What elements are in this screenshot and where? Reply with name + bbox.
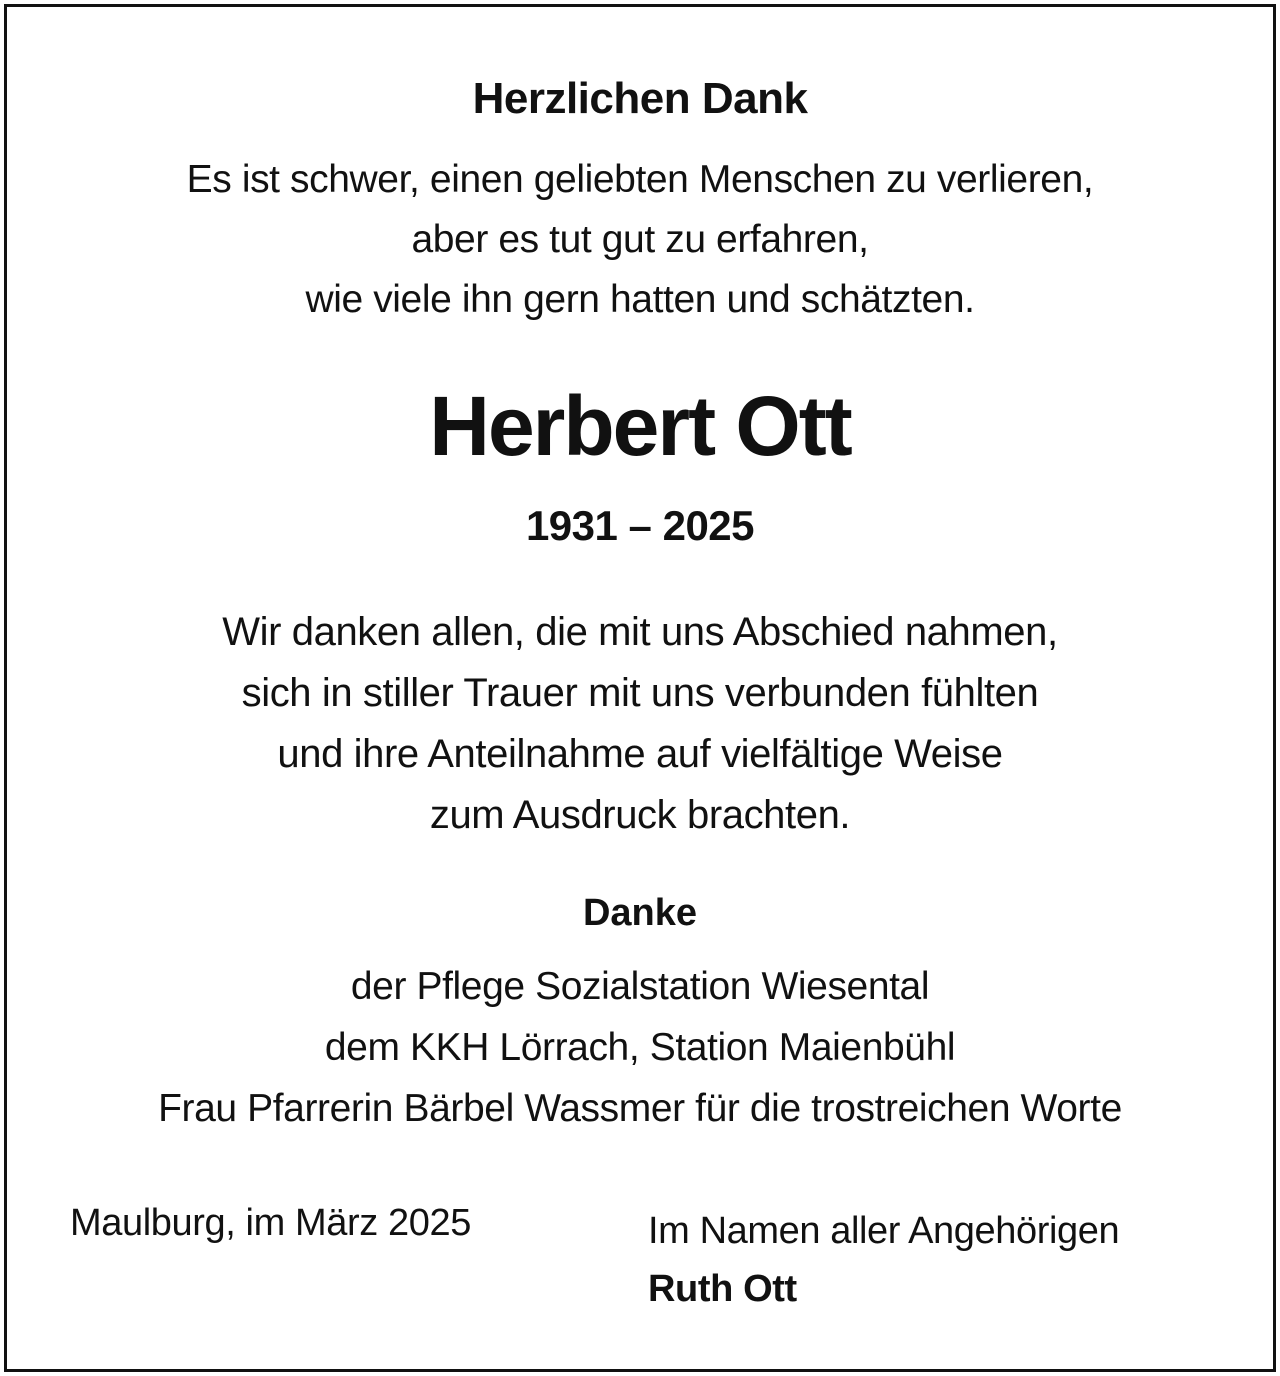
life-dates: 1931 – 2025 [525,502,755,549]
danke-item: der Pflege Sozialstation Wiesental [350,965,930,1008]
quote-line: Es ist schwer, einen geliebten Menschen zu verlieren, [186,158,1094,201]
thanks-line: und ihre Anteilnahme auf vielfältige Weise [277,732,1003,776]
deceased-name: Herbert Ott [429,379,851,473]
danke-item: dem KKH Lörrach, Station Maienbühl [324,1026,956,1069]
thanks-line: Wir danken allen, die mit uns Abschied nahmen, [222,610,1058,654]
danke-item: Frau Pfarrerin Bärbel Wassmer für die trostreichen Worte [158,1087,1122,1130]
signer-name: Ruth Ott [648,1268,797,1310]
danke-list [0,956,1280,1139]
danke-title: Danke [582,892,698,934]
thanks-text [0,602,1280,846]
signature-block [648,1202,1119,1318]
quote-line: aber es tut gut zu erfahren, [411,218,869,261]
thanks-line: sich in stiller Trauer mit uns verbunden fühlten [241,671,1039,715]
place-date: Maulburg, im März 2025 [70,1202,471,1244]
quote-text [0,150,1280,330]
notice-heading: Herzlichen Dank [472,74,808,123]
quote-line: wie viele ihn gern hatten und schätzten. [305,278,975,321]
thanks-line: zum Ausdruck brachten. [429,793,851,837]
on-behalf-text: Im Namen aller Angehörigen [648,1210,1120,1252]
